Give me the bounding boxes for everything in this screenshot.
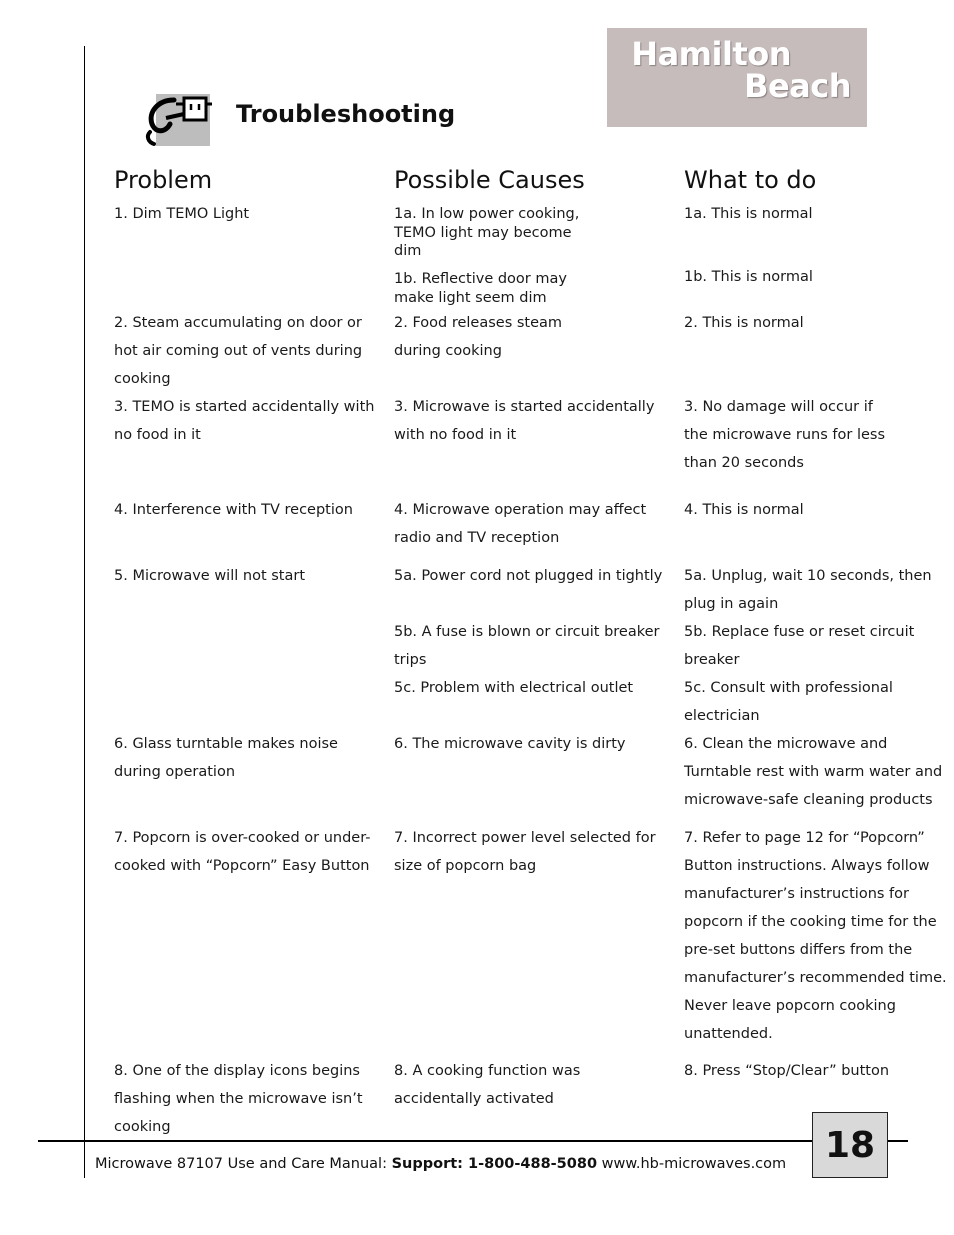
cause-cell: 4. Microwave operation may affect radio and TV reception — [394, 502, 647, 546]
problem-cell: 3. TEMO is started accidentally with no food in it — [114, 399, 375, 443]
cause-cell: 1b. Reflective door may make light seem dim — [394, 271, 567, 306]
todo-cell: 4. This is normal — [684, 502, 804, 518]
todo-cell: 8. Press “Stop/Clear” button — [684, 1063, 890, 1079]
cause-cell: 8. A cooking function was accidentally activated — [394, 1063, 581, 1107]
todo-cell: 2. This is normal — [684, 315, 804, 331]
problem-cell: 2. Steam accumulating on door or hot air coming out of vents during cooking — [114, 315, 363, 387]
problem-cell: 4. Interference with TV reception — [114, 502, 353, 518]
todo-cell: 7. Refer to page 12 for “Popcorn” Button instructions. Always follow manufacturer’s instructions for popcorn if the cooking time for the pre-set buttons differs from the manufacturer’s recommended time. Never leave popcorn cooking unattended. — [684, 830, 947, 1042]
problem-cell: 5. Microwave will not start — [114, 568, 306, 584]
cause-cell: 2. Food releases steam during cooking — [394, 315, 563, 359]
problem-cell: 1. Dim TEMO Light — [114, 206, 250, 222]
problem-cell: 8. One of the display icons begins flashing when the microwave isn’t cooking — [114, 1063, 363, 1135]
footer-website-link[interactable]: www.hb-microwaves.com — [597, 1156, 787, 1172]
logo-line-2: Beach — [744, 67, 851, 105]
cause-cell: 7. Incorrect power level selected for size of popcorn bag — [394, 830, 656, 874]
cause-cell: 5a. Power cord not plugged in tightly — [394, 568, 663, 584]
footer — [95, 1156, 786, 1172]
footer-rule — [38, 1140, 908, 1142]
footer-manual-title: Microwave 87107 Use and Care Manual: — [95, 1156, 392, 1172]
todo-cell: 3. No damage will occur if the microwave runs for less than 20 seconds — [684, 399, 886, 471]
cause-cell: 5c. Problem with electrical outlet — [394, 680, 634, 696]
page-title: Troubleshooting — [236, 100, 456, 128]
footer-support-phone: Support: 1-800-488-5080 — [391, 1156, 598, 1172]
cause-cell: 6. The microwave cavity is dirty — [394, 736, 626, 752]
todo-cell: 1b. This is normal — [684, 269, 813, 285]
todo-cell: 5c. Consult with professional electrician — [684, 680, 893, 724]
problem-cell: 7. Popcorn is over-cooked or under- cooked with “Popcorn” Easy Button — [114, 830, 371, 874]
hamilton-beach-logo — [607, 28, 867, 127]
column-header-possible-causes: Possible Causes — [394, 166, 585, 194]
column-header-problem: Problem — [114, 166, 213, 194]
cause-cell: 3. Microwave is started accidentally with no food in it — [394, 399, 655, 443]
todo-cell: 1a. This is normal — [684, 206, 813, 222]
todo-cell: 5b. Replace fuse or reset circuit breaker — [684, 624, 915, 668]
todo-cell: 6. Clean the microwave and Turntable rest with warm water and microwave-safe cleaning products — [684, 736, 943, 808]
column-header-what-to-do: What to do — [684, 166, 817, 194]
cause-cell: 5b. A fuse is blown or circuit breaker trips — [394, 624, 660, 668]
logo-line-1: Hamilton — [631, 35, 791, 73]
cause-cell: 1a. In low power cooking, TEMO light may become dim — [394, 206, 580, 259]
page-number: 18 — [812, 1112, 888, 1178]
todo-cell: 5a. Unplug, wait 10 seconds, then plug in again — [684, 568, 932, 612]
left-margin-rule — [84, 46, 85, 1178]
problem-cell: 6. Glass turntable makes noise during operation — [114, 736, 338, 780]
troubleshooting-plug-icon — [144, 88, 214, 150]
